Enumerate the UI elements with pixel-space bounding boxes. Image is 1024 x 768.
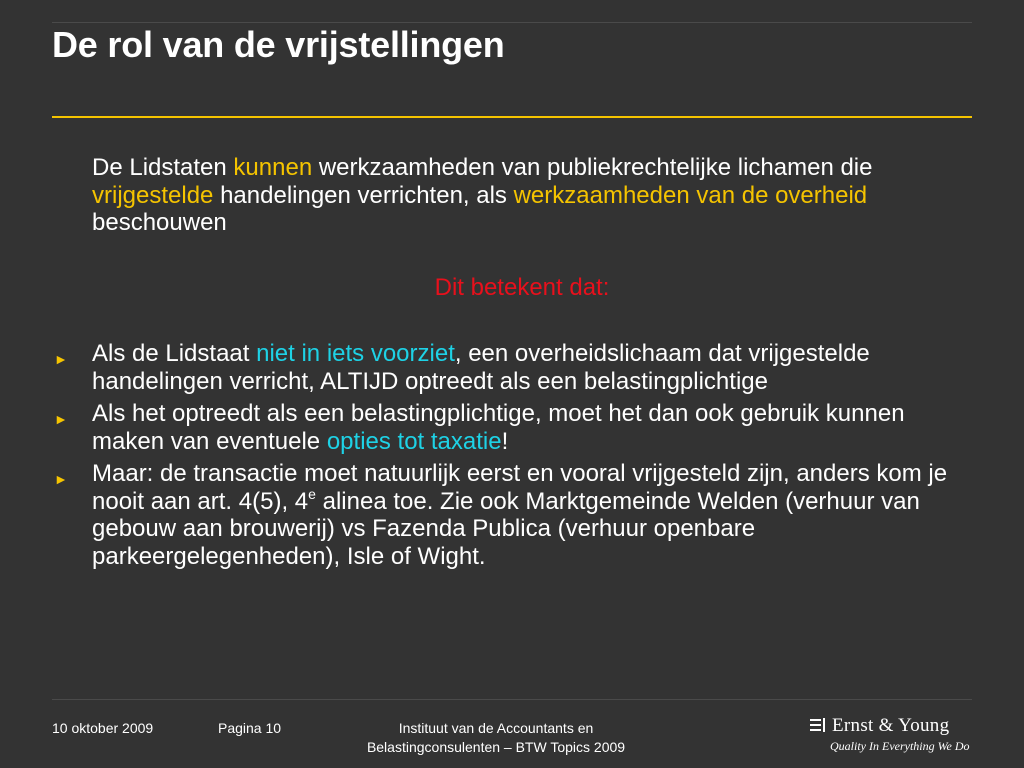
intro-highlight-vrijgestelde: vrijgestelde — [92, 181, 214, 209]
ernst-young-logo — [810, 712, 980, 756]
bullet-3-text-a: Maar: de transactie moet natuurlijk eerst en vooral vrijgesteld zijn, anders kom je nooit aan art. 4(5), 4 — [92, 460, 948, 515]
footer-institute-line1: Instituut van de Accountants en — [398, 720, 594, 736]
bullet-3-superscript: e — [308, 485, 316, 502]
intro-paragraph — [92, 154, 942, 237]
bullet-item — [52, 340, 952, 395]
intro-text-1: De Lidstaten — [92, 154, 234, 181]
bullet-list — [52, 340, 952, 570]
logo-wordmark: Ernst & Young — [832, 715, 950, 736]
bullet-arrow-icon: ► — [54, 351, 68, 367]
intro-text-2: werkzaamheden van publiekrechtelijke lichamen die — [312, 154, 873, 181]
intro-text-4: beschouwen — [92, 209, 227, 236]
bullet-2-highlight: opties tot taxatie — [326, 427, 502, 455]
intro-text-3: handelingen verrichten, als — [213, 181, 514, 209]
slide-body — [52, 154, 952, 575]
logo-tagline: Quality In Everything We Do — [830, 739, 970, 753]
footer-divider — [52, 699, 972, 700]
subheading: Dit betekent dat: — [434, 273, 610, 301]
bullet-arrow-icon: ► — [54, 471, 68, 487]
intro-highlight-werkzaamheden: werkzaamheden van de overheid — [513, 181, 868, 209]
bullet-1-text-a: Als de Lidstaat — [92, 340, 257, 367]
top-divider — [52, 22, 972, 23]
bullet-1-text-b: , een overheidslichaam dat vrijgestelde handelingen verricht, ALTIJD optreedt als een belastingplichtige — [92, 340, 870, 395]
footer-institute — [330, 719, 662, 757]
slide-title: De rol van de vrijstellingen — [52, 24, 505, 65]
bullet-item — [52, 400, 952, 455]
bullet-2-text-a: Als het optreedt als een belastingplichtige, moet het dan ook gebruik kunnen maken van eventuele — [92, 400, 905, 455]
footer-institute-line2: Belastingconsulenten – BTW Topics 2009 — [366, 739, 626, 755]
intro-highlight-kunnen: kunnen — [233, 154, 313, 181]
footer-date: 10 oktober 2009 — [52, 720, 154, 736]
title-underline — [52, 116, 972, 118]
bullet-1-highlight: niet in iets voorziet — [256, 340, 455, 367]
bullet-2-text-b: ! — [501, 427, 509, 455]
footer-page-number: Pagina 10 — [218, 720, 282, 736]
bullet-arrow-icon: ► — [54, 411, 68, 427]
ey-mark-icon — [810, 718, 828, 734]
bullet-item — [52, 460, 952, 570]
bullet-3-text-b: alinea toe. Zie ook Marktgemeinde Welden (verhuur van gebouw aan brouwerij) vs Fazenda Publica (verhuur openbare parkeergelegenheden), Isle of Wight. — [92, 487, 920, 570]
